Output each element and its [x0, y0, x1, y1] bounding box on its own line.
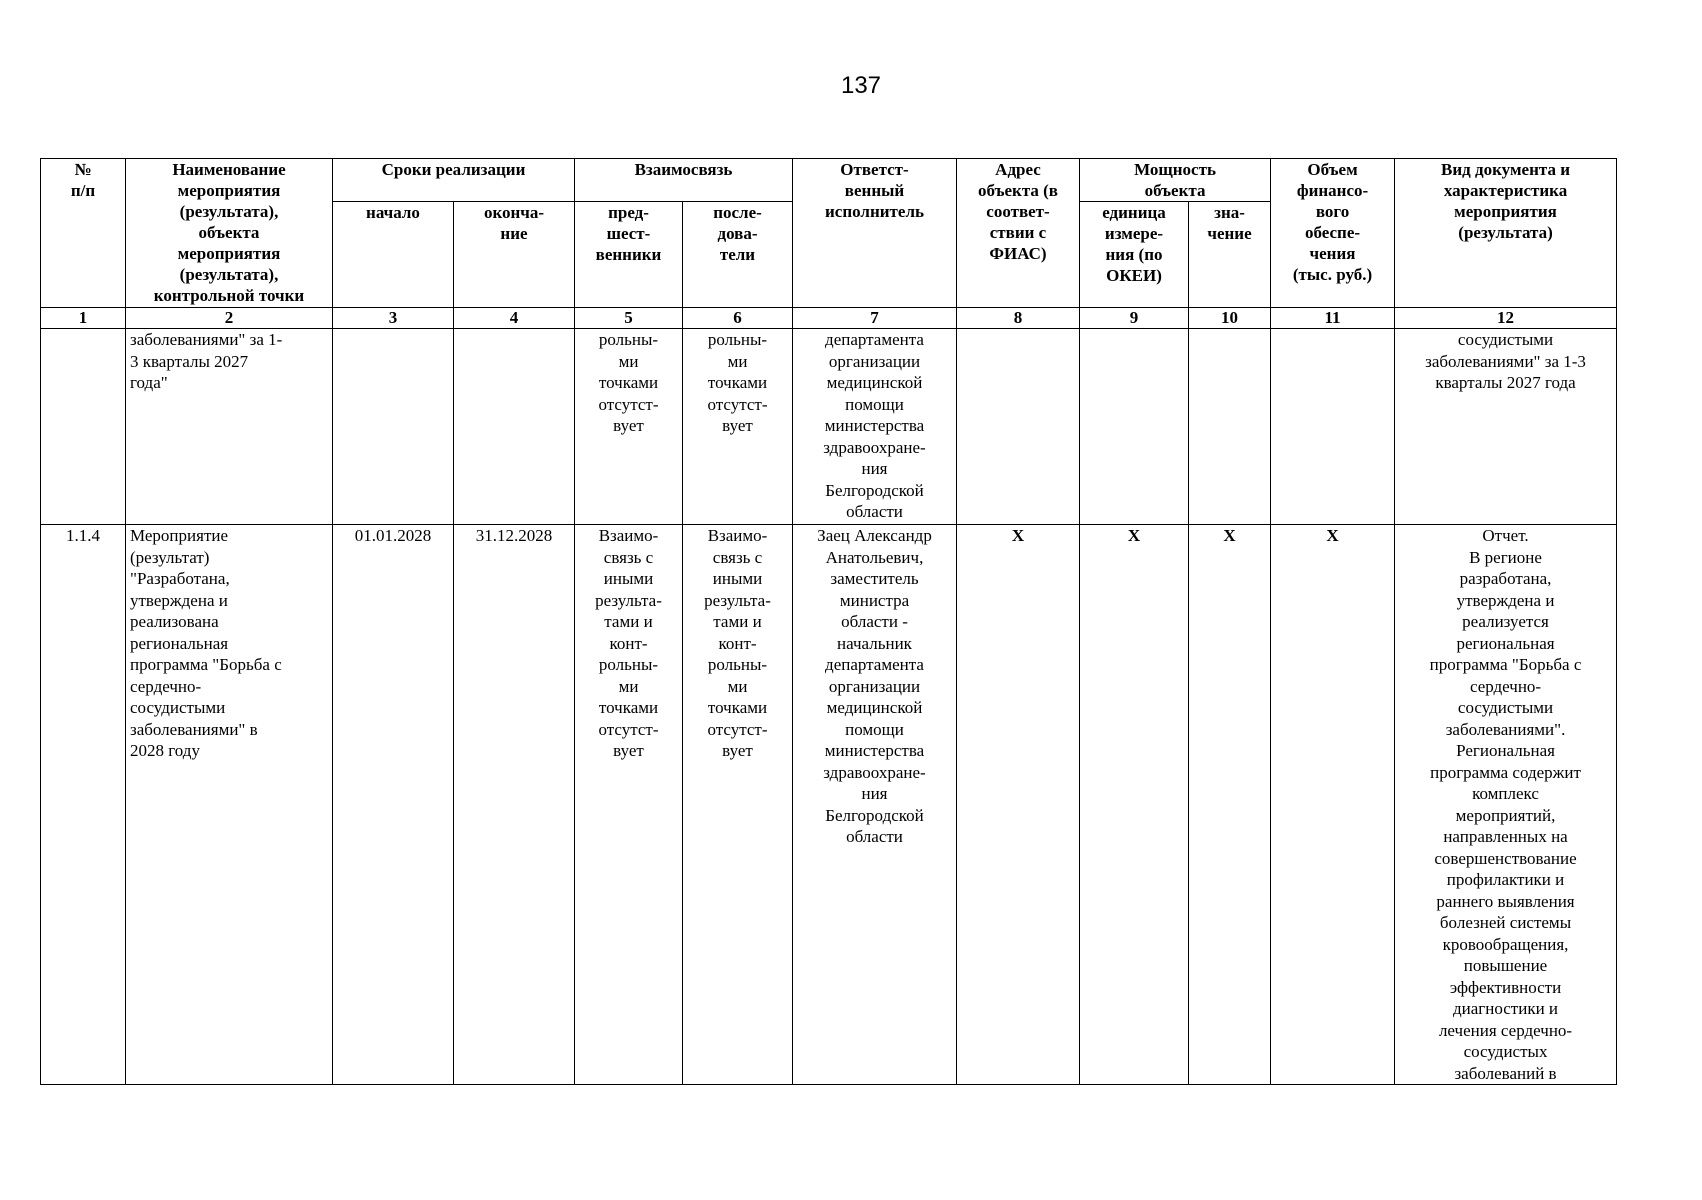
- column-number: 6: [683, 308, 793, 329]
- row-start: 01.01.2028: [333, 525, 454, 1085]
- row-responsible: департамента организации медицинской помощи министерства здравоохране- ния Белгородской области: [793, 329, 957, 525]
- column-number: 5: [575, 308, 683, 329]
- row-num: 1.1.4: [41, 525, 126, 1085]
- column-number: 8: [957, 308, 1080, 329]
- column-number: 7: [793, 308, 957, 329]
- row-doc-type: сосудистыми заболеваниями" за 1-3 кварталы 2027 года: [1395, 329, 1617, 525]
- column-number: 12: [1395, 308, 1617, 329]
- header-relation: Взаимосвязь: [575, 159, 793, 202]
- column-number: 3: [333, 308, 454, 329]
- table-row: [41, 329, 1617, 525]
- header-successors: после- дова- тели: [683, 202, 793, 308]
- header-start: начало: [333, 202, 454, 308]
- row-end: 31.12.2028: [454, 525, 575, 1085]
- row-value: [1189, 329, 1271, 525]
- header-unit: единица измере- ния (по ОКЕИ): [1080, 202, 1189, 308]
- row-successors: рольны- ми точками отсутст- вует: [683, 329, 793, 525]
- row-responsible: Заец Александр Анатольевич, заместитель министра области - начальник департамента организации медицинской помощи министерства здравоохране- ния Белгородской области: [793, 525, 957, 1085]
- page-number: 137: [840, 72, 882, 99]
- row-predecessors: Взаимо- связь с иными результа- тами и конт- рольны- ми точками отсутст- вует: [575, 525, 683, 1085]
- header-row-1: [41, 159, 1617, 202]
- header-funding: Объем финансо- вого обеспе- чения (тыс. руб.): [1271, 159, 1395, 308]
- row-start: [333, 329, 454, 525]
- row-value: Х: [1189, 525, 1271, 1085]
- header-address: Адрес объекта (в соответ- ствии с ФИАС): [957, 159, 1080, 308]
- row-end: [454, 329, 575, 525]
- column-number: 10: [1189, 308, 1271, 329]
- column-number: 9: [1080, 308, 1189, 329]
- row-name: заболеваниями" за 1- 3 кварталы 2027 года": [126, 329, 333, 525]
- row-funding: [1271, 329, 1395, 525]
- header-capacity: Мощность объекта: [1080, 159, 1271, 202]
- events-table: [40, 158, 1617, 1085]
- column-number: 11: [1271, 308, 1395, 329]
- header-predecessors: пред- шест- венники: [575, 202, 683, 308]
- row-unit: Х: [1080, 525, 1189, 1085]
- column-number: 4: [454, 308, 575, 329]
- row-funding: Х: [1271, 525, 1395, 1085]
- row-unit: [1080, 329, 1189, 525]
- header-value: зна- чение: [1189, 202, 1271, 308]
- header-num: № п/п: [41, 159, 126, 308]
- header-doc-type: Вид документа и характеристика мероприятия (результата): [1395, 159, 1617, 308]
- header-responsible: Ответст- венный исполнитель: [793, 159, 957, 308]
- row-predecessors: рольны- ми точками отсутст- вует: [575, 329, 683, 525]
- column-number: 2: [126, 308, 333, 329]
- row-name: Мероприятие (результат) "Разработана, утверждена и реализована региональная программа "Борьба с сердечно- сосудистыми заболеваниями" в 2028 году: [126, 525, 333, 1085]
- column-number-row: [41, 308, 1617, 329]
- header-end: оконча- ние: [454, 202, 575, 308]
- row-successors: Взаимо- связь с иными результа- тами и конт- рольны- ми точками отсутст- вует: [683, 525, 793, 1085]
- header-timing: Сроки реализации: [333, 159, 575, 202]
- header-name: Наименование мероприятия (результата), объекта мероприятия (результата), контрольной точки: [126, 159, 333, 308]
- table-row: [41, 525, 1617, 1085]
- row-address: [957, 329, 1080, 525]
- row-address: Х: [957, 525, 1080, 1085]
- row-num: [41, 329, 126, 525]
- row-doc-type: Отчет. В регионе разработана, утверждена и реализуется региональная программа "Борьба с сердечно- сосудистыми заболеваниями". Региональная программа содержит комплекс мероприятий, направленных на совершенствование профилактики и раннего выявления болезней системы кровообращения, повышение эффективности диагностики и лечения сердечно- сосудистых заболеваний в: [1395, 525, 1617, 1085]
- column-number: 1: [41, 308, 126, 329]
